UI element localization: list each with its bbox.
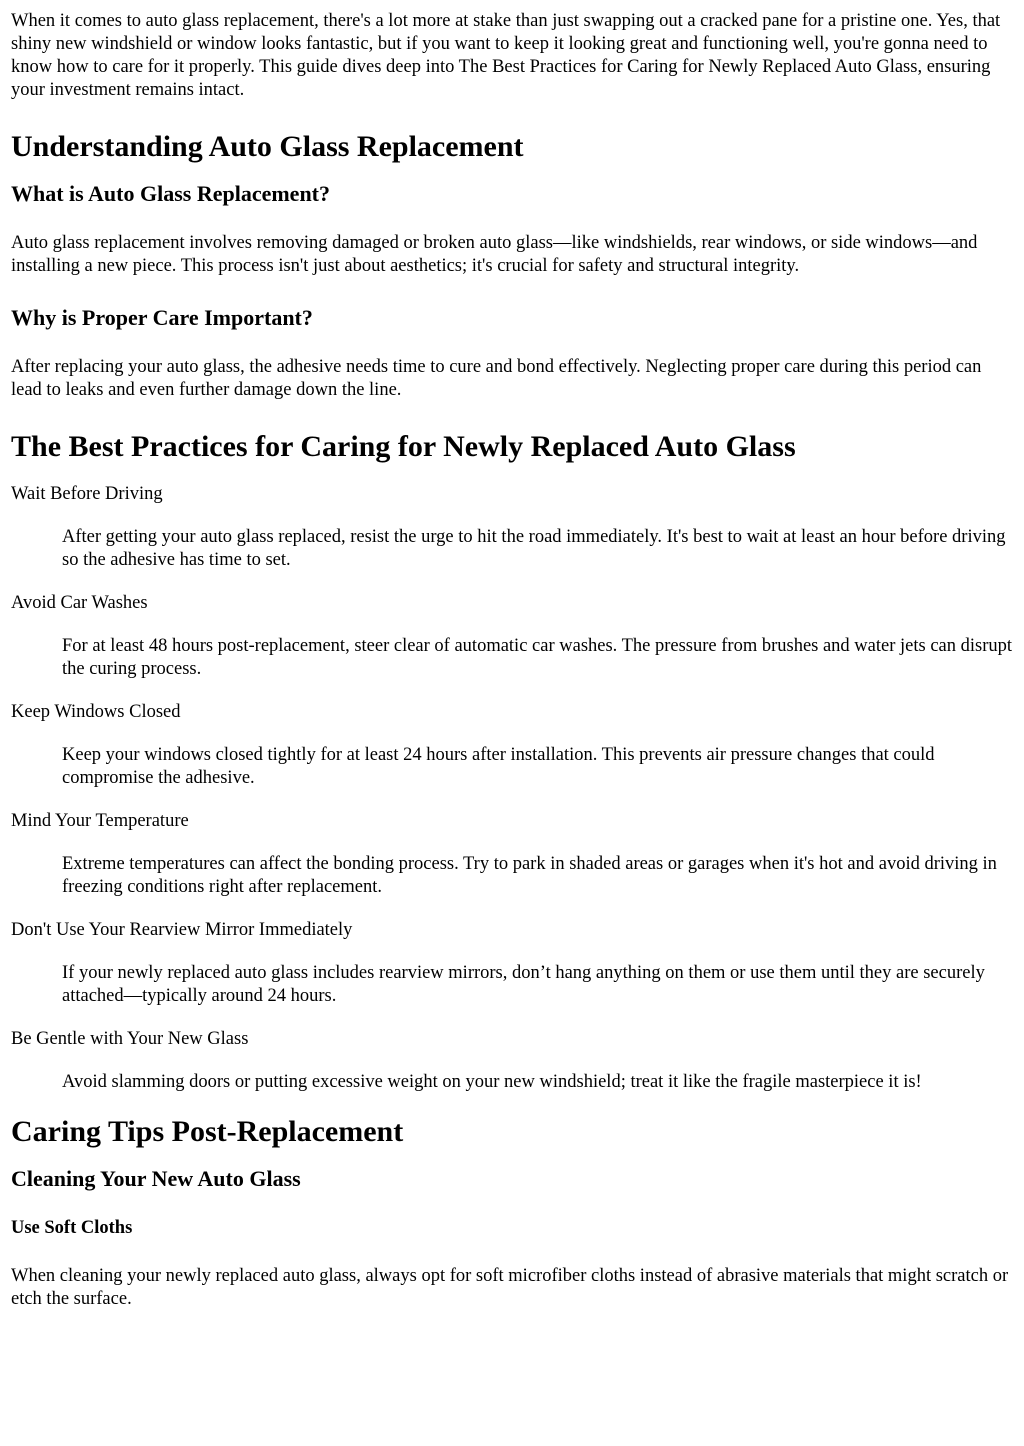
section-understanding bbox=[11, 129, 1013, 402]
subheading-cleaning: Cleaning Your New Auto Glass bbox=[11, 1166, 301, 1191]
practice-term: Mind Your Temperature bbox=[11, 811, 189, 831]
practice-description: Avoid slamming doors or putting excessive weight on your new windshield; treat it like the fragile masterpiece it is! bbox=[62, 1072, 922, 1092]
practice-term: Wait Before Driving bbox=[11, 484, 163, 504]
subsubheading-soft-cloths: Use Soft Cloths bbox=[11, 1218, 133, 1238]
paragraph-soft-cloths: When cleaning your newly replaced auto glass, always opt for soft microfiber cloths instead of abrasive materials that might scratch or etch the surface. bbox=[11, 1266, 1009, 1309]
section-heading-caring-tips: Caring Tips Post-Replacement bbox=[11, 1115, 404, 1148]
subheading-what-is: What is Auto Glass Replacement? bbox=[11, 181, 330, 206]
practices-list bbox=[11, 483, 1013, 1094]
paragraph-what-is: Auto glass replacement involves removing damaged or broken auto glass—like windshields, rear windows, or side windows—and installing a new piece. This process isn't just about aesthetics; it's crucial for safety and structural integrity. bbox=[11, 233, 978, 276]
practice-description: After getting your auto glass replaced, resist the urge to hit the road immediately. It's best to wait at least an hour before driving so the adhesive has time to set. bbox=[62, 527, 1006, 570]
practice-term: Don't Use Your Rearview Mirror Immediately bbox=[11, 920, 353, 940]
section-caring-tips bbox=[11, 1114, 1013, 1311]
practice-term: Avoid Car Washes bbox=[11, 593, 148, 613]
section-heading-understanding: Understanding Auto Glass Replacement bbox=[11, 130, 524, 163]
practice-description: Keep your windows closed tightly for at least 24 hours after installation. This prevents air pressure changes that could compromise the adhesive. bbox=[62, 745, 935, 788]
practice-term: Keep Windows Closed bbox=[11, 702, 181, 722]
subheading-why-care: Why is Proper Care Important? bbox=[11, 305, 313, 330]
paragraph-why-care: After replacing your auto glass, the adhesive needs time to cure and bond effectively. Neglecting proper care during this period can lead to leaks and even further damage down the line. bbox=[11, 357, 982, 400]
practice-description: Extreme temperatures can affect the bonding process. Try to park in shaded areas or garages when it's hot and avoid driving in freezing conditions right after replacement. bbox=[62, 854, 997, 897]
intro-paragraph: When it comes to auto glass replacement, there's a lot more at stake than just swapping out a cracked pane for a pristine one. Yes, that shiny new windshield or window looks fantastic, but if you want to keep it looking great and functioning well, you're gonna need to know how to care for it properly. This guide dives deep into The Best Practices for Caring for Newly Replaced Auto Glass, ensuring your investment remains intact. bbox=[11, 11, 1001, 100]
section-heading-best-practices: The Best Practices for Caring for Newly Replaced Auto Glass bbox=[11, 430, 796, 463]
practice-description: For at least 48 hours post-replacement, steer clear of automatic car washes. The pressure from brushes and water jets can disrupt the curing process. bbox=[62, 636, 1013, 679]
practice-description: If your newly replaced auto glass includes rearview mirrors, don’t hang anything on them or use them until they are securely attached—typically around 24 hours. bbox=[62, 963, 985, 1006]
practice-term: Be Gentle with Your New Glass bbox=[11, 1029, 249, 1049]
section-best-practices bbox=[11, 429, 1013, 1094]
